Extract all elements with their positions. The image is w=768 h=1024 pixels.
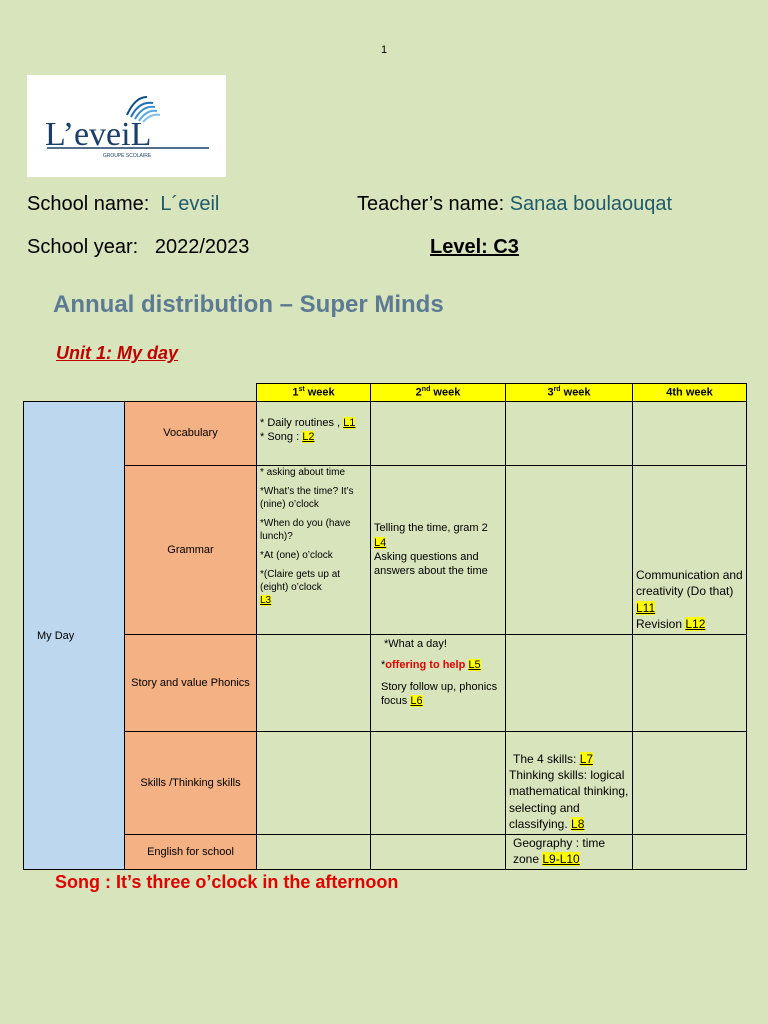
document-title: Annual distribution – Super Minds	[53, 291, 444, 318]
teacher-name-line	[357, 193, 672, 216]
unit-cell: My Day	[24, 402, 125, 870]
category-grammar: Grammar	[125, 466, 257, 635]
school-year-line	[27, 236, 249, 259]
school-row	[24, 835, 747, 870]
story-week-1	[257, 635, 371, 732]
vocabulary-row	[24, 402, 747, 466]
school-week-2	[371, 835, 506, 870]
category-story: Story and value Phonics	[125, 635, 257, 732]
story-week-3	[506, 635, 633, 732]
school-week-3: Geography : time zone L9-L10	[506, 835, 633, 870]
vocab-week-4	[633, 402, 747, 466]
page-number: 1	[380, 44, 388, 56]
grammar-week-2: Telling the time, gram 2 L4 Asking questions and answers about the time	[371, 466, 506, 635]
skills-row	[24, 732, 747, 835]
week-2-header: 2nd week	[371, 384, 506, 402]
vocab-week-1: * Daily routines , L1 * Song : L2	[257, 402, 371, 466]
teacher-name-label: Teacher’s name:	[357, 193, 505, 215]
grammar-week-4: Communication and creativity (Do that) L11 Revision L12	[633, 466, 747, 635]
teacher-name-value: Sanaa boulaouqat	[509, 193, 673, 215]
vocab-week-2	[371, 402, 506, 466]
school-name-label: School name:	[27, 193, 150, 215]
unit-heading: Unit 1: My day	[56, 343, 179, 363]
week-1-header: 1st week	[257, 384, 371, 402]
school-week-4	[633, 835, 747, 870]
skills-week-3: The 4 skills: L7 Thinking skills: logical mathematical thinking, selecting and classifying. L8	[506, 732, 633, 835]
logo-icon	[27, 75, 226, 177]
category-vocabulary: Vocabulary	[125, 402, 257, 466]
story-row	[24, 635, 747, 732]
school-week-1	[257, 835, 371, 870]
category-skills: Skills /Thinking skills	[125, 732, 257, 835]
logo-subtext: GROUPE SCOLAIRE	[102, 153, 152, 159]
grammar-week-1: * asking about time *What’s the time? It’s (nine) o’clock *When do you (have lunch)? *At (one) o’clock *(Claire gets up at (eight) o’clock L3	[257, 466, 371, 635]
school-name-value: L´eveil	[160, 193, 220, 215]
week-header-row	[24, 384, 747, 402]
school-year-value: 2022/2023	[154, 236, 250, 258]
school-logo	[27, 75, 226, 177]
school-year-label: School year:	[27, 236, 139, 258]
logo-wordmark: L’eveiL	[45, 116, 152, 153]
vocab-week-3	[506, 402, 633, 466]
skills-week-2	[371, 732, 506, 835]
week-4-header: 4th week	[633, 384, 747, 402]
story-week-4	[633, 635, 747, 732]
grammar-week-3	[506, 466, 633, 635]
level-label: Level: C3	[430, 236, 519, 258]
story-week-2: *What a day! *offering to help L5 Story follow up, phonics focus L6	[371, 635, 506, 732]
skills-week-4	[633, 732, 747, 835]
distribution-table	[23, 383, 747, 870]
school-name-line	[27, 193, 219, 216]
song-line: Song : It’s three o’clock in the afternoon	[55, 872, 399, 892]
grammar-row	[24, 466, 747, 635]
category-english-for-school: English for school	[125, 835, 257, 870]
skills-week-1	[257, 732, 371, 835]
week-3-header: 3rd week	[506, 384, 633, 402]
